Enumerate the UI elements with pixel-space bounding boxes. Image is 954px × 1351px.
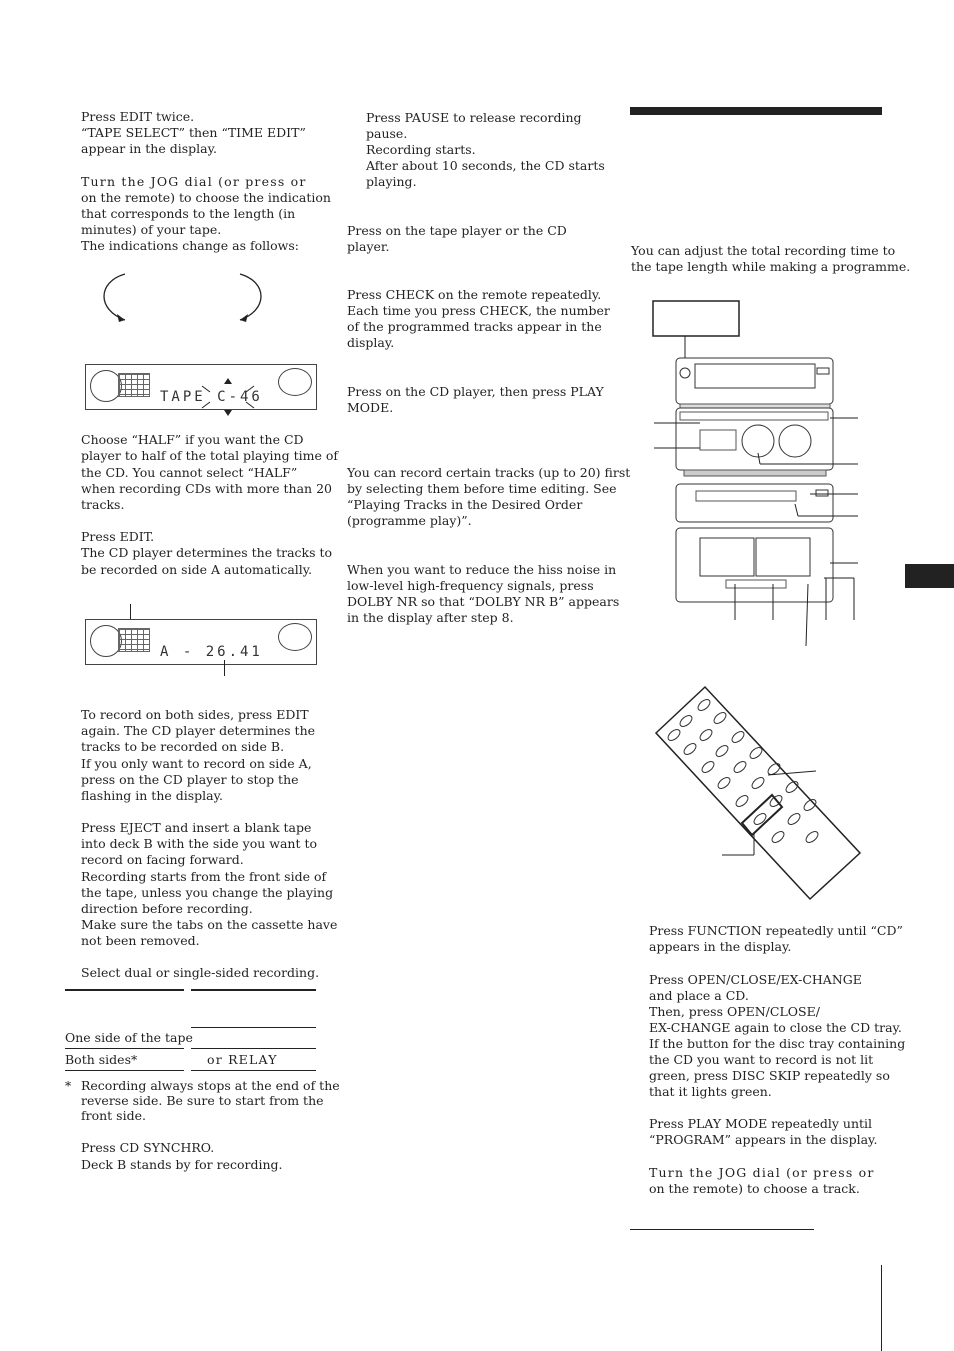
step2-line: that corresponds to the length (in xyxy=(81,206,296,221)
cd-step2-line: and place a CD. xyxy=(649,988,749,1003)
cd-step3-line: “PROGRAM” appears in the display. xyxy=(649,1132,878,1147)
cd-step2-line: green, press DISC SKIP repeatedly so xyxy=(649,1068,890,1083)
step2-line: on the remote) to choose the indication xyxy=(81,190,331,205)
footnote-line: front side. xyxy=(81,1108,146,1123)
cd-step2-line: EX-CHANGE again to close the CD tray. xyxy=(649,1020,902,1035)
half-note: tracks. xyxy=(81,497,125,512)
step4-line: press on the CD player to stop the xyxy=(81,772,299,787)
step8-line: After about 10 seconds, the CD starts xyxy=(366,158,605,173)
callout-line xyxy=(224,660,225,676)
cd-step1-line: appears in the display. xyxy=(649,939,792,954)
step5-line: Recording starts from the front side of xyxy=(81,869,327,884)
step4-line: To record on both sides, press EDIT xyxy=(81,707,309,722)
cd-step2-line: If the button for the disc tray containing xyxy=(649,1036,906,1051)
check-line: Press CHECK on the remote repeatedly. xyxy=(347,287,602,302)
step2-line: Turn the JOG dial (or press or xyxy=(81,174,307,189)
step3-line: be recorded on side A automatically. xyxy=(81,562,313,577)
tip-line: in the display after step 8. xyxy=(347,610,514,625)
cd-step3-line: Press PLAY MODE repeatedly until xyxy=(649,1116,873,1131)
half-note: Choose “HALF” if you want the CD xyxy=(81,432,304,447)
tape-length-readout: TAPE C-46 xyxy=(160,389,263,405)
half-note: when recording CDs with more than 20 xyxy=(81,481,332,496)
thumb-index-tab xyxy=(905,564,954,588)
margin-rule xyxy=(881,1265,882,1351)
table-rule xyxy=(65,1048,184,1049)
footnote-line: reverse side. Be sure to start from the xyxy=(81,1093,324,1108)
intro-line: the tape length while making a programme. xyxy=(631,259,911,274)
step6-line: Select dual or single-sided recording. xyxy=(81,965,320,980)
cd-step2-line: that it lights green. xyxy=(649,1084,772,1099)
step4-line: again. The CD player determines the xyxy=(81,723,316,738)
step5-line: Press EJECT and insert a blank tape xyxy=(81,820,312,835)
step8-line: pause. xyxy=(366,126,408,141)
step4-line: If you only want to record on side A, xyxy=(81,756,312,771)
tip-line: low-level high-frequency signals, press xyxy=(347,578,594,593)
side-a-time-readout: A - 26.41 xyxy=(160,644,263,660)
stereo-system-illustration xyxy=(640,298,870,648)
table-top-rule xyxy=(65,989,184,991)
cd-step2-line: the CD you want to record is not lit xyxy=(649,1052,874,1067)
table-rule xyxy=(191,1070,316,1071)
tip-line: by selecting them before time editing. See xyxy=(347,481,617,496)
tip-line: You can record certain tracks (up to 20) first xyxy=(347,465,631,480)
step5-line: into deck B with the side you want to xyxy=(81,836,318,851)
table-cell: or RELAY xyxy=(207,1052,278,1067)
check-line: display. xyxy=(347,335,395,350)
half-note: player to half of the total playing time of xyxy=(81,448,338,463)
cd-step2-line: Press OPEN/CLOSE/EX-CHANGE xyxy=(649,972,862,987)
track-grid xyxy=(118,373,150,397)
half-note: the CD. You cannot select “HALF” xyxy=(81,465,298,480)
cancel-line: MODE. xyxy=(347,400,394,415)
tip-line: When you want to reduce the hiss noise in xyxy=(347,562,617,577)
table-cell: Both sides* xyxy=(65,1052,138,1067)
tape-icon xyxy=(278,368,312,396)
step2-line: minutes) of your tape. xyxy=(81,222,222,237)
tip-line: “Playing Tracks in the Desired Order xyxy=(347,497,583,512)
step5-line: direction before recording. xyxy=(81,901,253,916)
tape-icon xyxy=(278,623,312,651)
step3-line: Press EDIT. xyxy=(81,529,155,544)
table-top-rule xyxy=(191,989,316,991)
intro-line: You can adjust the total recording time to xyxy=(631,243,896,258)
step3-line: The CD player determines the tracks to xyxy=(81,545,333,560)
step8-line: Recording starts. xyxy=(366,142,476,157)
check-line: of the programmed tracks appear in the xyxy=(347,319,602,334)
step5-line: Make sure the tabs on the cassette have xyxy=(81,917,338,932)
step1-line: appear in the display. xyxy=(81,141,217,156)
cd-step4-line: Turn the JOG dial (or press or xyxy=(649,1165,875,1180)
tip-line: DOLBY NR so that “DOLBY NR B” appears xyxy=(347,594,620,609)
flash-marks-icon xyxy=(200,378,260,418)
cd-step4-line: on the remote) to choose a track. xyxy=(649,1181,860,1196)
table-cell: One side of the tape xyxy=(65,1030,193,1045)
table-rule xyxy=(191,1048,316,1049)
table-rule xyxy=(191,1027,316,1028)
cd-step2-line: Then, press OPEN/CLOSE/ xyxy=(649,1004,820,1019)
track-grid xyxy=(118,628,150,652)
remote-control-illustration xyxy=(650,683,870,903)
footnote-line: Recording always stops at the end of the xyxy=(81,1078,340,1093)
cd-step1-line: Press FUNCTION repeatedly until “CD” xyxy=(649,923,903,938)
step4-line: flashing in the display. xyxy=(81,788,223,803)
step5-line: the tape, unless you change the playing xyxy=(81,885,334,900)
section-header-bar xyxy=(630,107,882,115)
step2-line: The indications change as follows: xyxy=(81,238,300,253)
check-line: Each time you press CHECK, the number xyxy=(347,303,610,318)
tip-line: (programme play)”. xyxy=(347,513,472,528)
step4-line: tracks to be recorded on side B. xyxy=(81,739,285,754)
step7-line: Press CD SYNCHRO. xyxy=(81,1140,215,1155)
step1-line: “TAPE SELECT” then “TIME EDIT” xyxy=(81,125,306,140)
table-rule xyxy=(65,1070,184,1071)
lcd-display-side-a xyxy=(85,619,317,665)
cancel-line: Press on the CD player, then press PLAY xyxy=(347,384,604,399)
step5-line: not been removed. xyxy=(81,933,200,948)
stop-line: player. xyxy=(347,239,390,254)
step1-line: Press EDIT twice. xyxy=(81,109,195,124)
cycle-arrows-icon xyxy=(95,268,275,326)
step7-line: Deck B stands by for recording. xyxy=(81,1157,283,1172)
stop-line: Press on the tape player or the CD xyxy=(347,223,567,238)
step8-line: Press PAUSE to release recording xyxy=(366,110,582,125)
footnote-mark: * xyxy=(65,1078,72,1093)
section-divider xyxy=(630,1229,814,1230)
step5-line: record on facing forward. xyxy=(81,852,244,867)
step8-line: playing. xyxy=(366,174,417,189)
